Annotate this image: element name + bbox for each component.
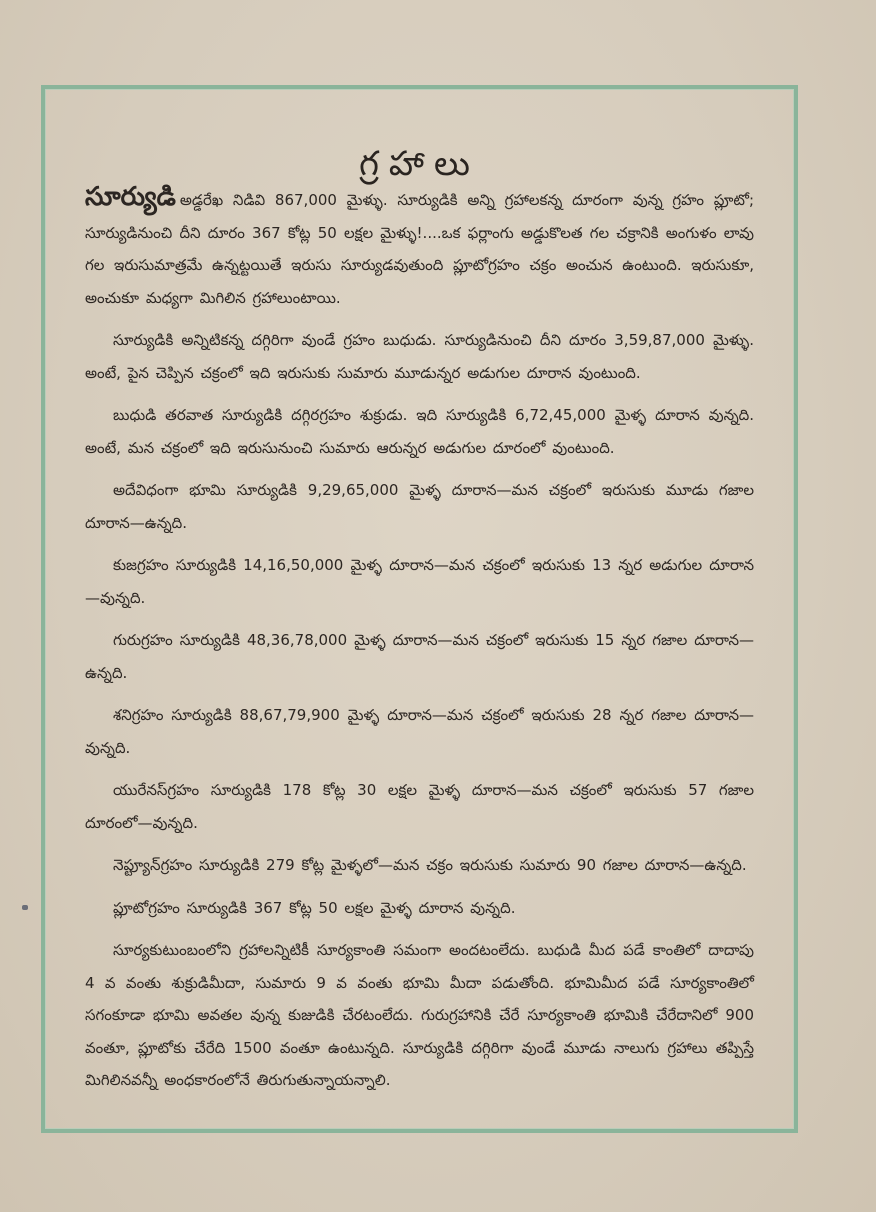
paragraph-9: నెప్ట్యూన్‌గ్రహం సూర్యుడికి 279 కోట్ల మైళ్ళలో—మన చక్రం ఇరుసుకు సుమారు 90 గజాల దూరాన—ఉన్నది. bbox=[113, 856, 747, 874]
page-title: గ్రహాలు bbox=[359, 143, 480, 184]
article-body bbox=[85, 181, 754, 1107]
paragraph-7: శనిగ్రహం సూర్యుడికి 88,67,79,900 మైళ్ళ దూరాన—మన చక్రంలో ఇరుసుకు 28 న్నర గజాల దూరాన—వున్నది. bbox=[85, 706, 754, 757]
green-border-frame bbox=[41, 85, 798, 1133]
ink-spot bbox=[22, 905, 28, 910]
paragraph-1 bbox=[85, 181, 754, 314]
paragraph-5: కుజగ్రహం సూర్యుడికి 14,16,50,000 మైళ్ళ దూరాన—మన చక్రంలో ఇరుసుకు 13 న్నర అడుగుల దూరాన—వున్నది. bbox=[85, 556, 754, 607]
paragraph-2: సూర్యుడికి అన్నిటికన్న దగ్గిరిగా వుండే గ్రహం బుధుడు. సూర్యుడినుంచి దీని దూరం 3,59,87,000 మైళ్ళు. అంటే, పైన చెప్పిన చక్రంలో ఇది ఇరుసుకు సుమారు మూడున్నర అడుగుల దూరాన వుంటుంది. bbox=[85, 331, 754, 382]
paragraph-text: అడ్డరేఖ నిడివి 867,000 మైళ్ళు. సూర్యుడికి అన్ని గ్రహాలకన్న దూరంగా వున్న గ్రహం ప్లూటో; సూర్యుడినుంచి దీని దూరం 367 కోట్ల 50 లక్షల మైళ్ళు!....ఒక ఫర్లాంగు అడ్డుకొలత గల చక్రానికి అంగుళం లావు గల ఇరుసుమాత్రమే ఉన్నట్టయితే ఇరుసు సూర్యుడవుతుంది ప్లూటోగ్రహం చక్రం అంచున ఉంటుంది. ఇరుసుకూ, అంచుకూ మధ్యగా మిగిలిన గ్రహాలుంటాయి. bbox=[85, 191, 754, 307]
paragraph-4: అదేవిధంగా భూమి సూర్యుడికి 9,29,65,000 మైళ్ళ దూరాన—మన చక్రంలో ఇరుసుకు మూడు గజాల దూరాన—ఉన్నది. bbox=[85, 481, 754, 532]
lead-word: సూర్యుడి bbox=[85, 182, 176, 212]
paragraph-8: యురేనస్‌గ్రహం సూర్యుడికి 178 కోట్ల 30 లక్షల మైళ్ళ దూరాన—మన చక్రంలో ఇరుసుకు 57 గజాల దూరంలో—వున్నది. bbox=[85, 781, 754, 832]
paragraph-11: సూర్యకుటుంబంలోని గ్రహాలన్నిటికీ సూర్యకాంతి సమంగా అందటంలేదు. బుధుడి మీద పడే కాంతిలో దాదాపు 4 వ వంతు శుక్రుడిమీదా, సుమారు 9 వ వంతు భూమి మీదా పడుతోంది. భూమిమీద పడే సూర్యకాంతిలో సగంకూడా భూమి అవతల వున్న కుజుడికి చేరటంలేదు. గురుగ్రహానికి చేరే సూర్యకాంతి భూమికి చేరేదానిలో 900 వంతూ, ప్లూటోకు చేరేది 1500 వంతూ ఉంటున్నది. సూర్యుడికి దగ్గిరిగా వుండే మూడు నాలుగు గ్రహాలు తప్పిస్తే మిగిలినవన్నీ అంధకారంలోనే తిరుగుతున్నాయన్నాలి. bbox=[85, 941, 754, 1089]
paragraph-3: బుధుడి తరవాత సూర్యుడికి దగ్గిరగ్రహం శుక్రుడు. ఇది సూర్యుడికి 6,72,45,000 మైళ్ళ దూరాన వున్నది. అంటే, మన చక్రంలో ఇది ఇరుసునుంచి సుమారు ఆరున్నర అడుగుల దూరంలో వుంటుంది. bbox=[85, 406, 754, 457]
paragraph-6: గురుగ్రహం సూర్యుడికి 48,36,78,000 మైళ్ళ దూరాన—మన చక్రంలో ఇరుసుకు 15 న్నర గజాల దూరాన—ఉన్నది. bbox=[85, 631, 754, 682]
paragraph-10: ప్లూటోగ్రహం సూర్యుడికి 367 కోట్ల 50 లక్షల మైళ్ళ దూరాన వున్నది. bbox=[113, 898, 516, 917]
